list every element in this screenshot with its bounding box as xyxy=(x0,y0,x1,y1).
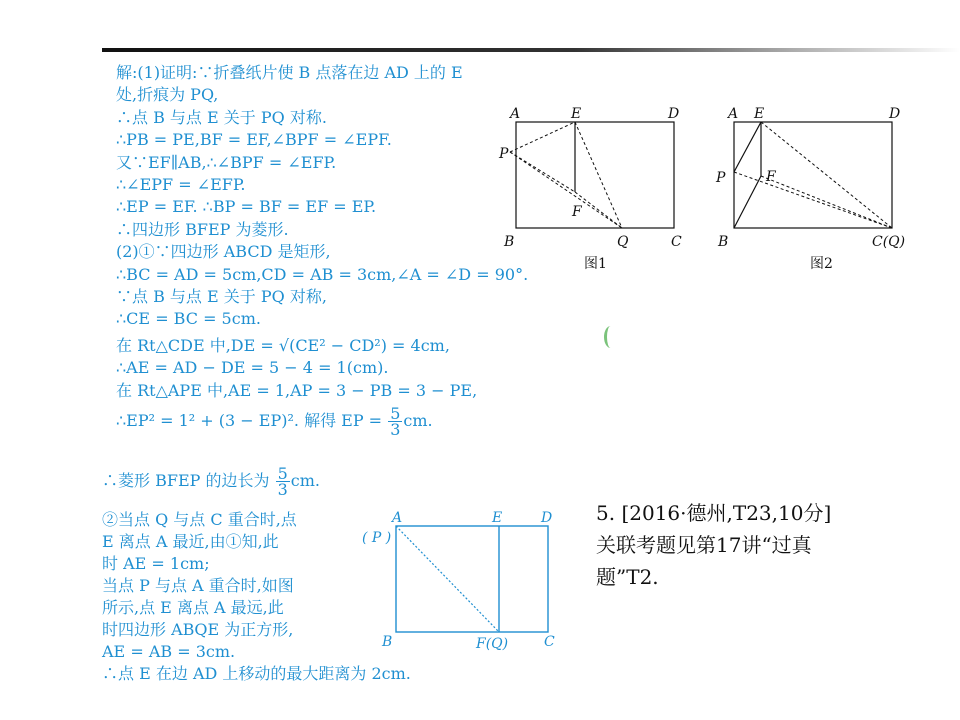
label-P: P xyxy=(716,170,726,186)
problem-line: 关联考题见第17讲“过真 xyxy=(596,533,812,557)
label-A: A xyxy=(392,510,403,526)
solution-line: ∴点 B 与点 E 关于 PQ 对称. xyxy=(116,107,327,127)
figure-caption: 图1 xyxy=(584,256,607,272)
solution-line: ∴∠EPF = ∠EFP. xyxy=(116,175,246,195)
solution-line: 处,折痕为 PQ, xyxy=(116,85,219,105)
label-FQ: F(Q) xyxy=(476,636,509,652)
solution-line: ∴四边形 BFEP 为菱形. xyxy=(116,219,289,239)
label-B: B xyxy=(382,634,393,650)
solution-line: 所示,点 E 离点 A 最远,此 xyxy=(102,598,284,617)
label-Q: Q xyxy=(617,234,629,250)
label-C: C xyxy=(671,234,682,250)
figure-caption: 图2 xyxy=(810,256,833,272)
problem-reference xyxy=(596,497,956,593)
label-A: A xyxy=(728,106,739,122)
solution-line: ∴BC = AD = 5cm,CD = AB = 3cm,∠A = ∠D = 90°. xyxy=(116,264,529,284)
fraction: $\frac{5}{3}$ xyxy=(390,404,401,440)
label-P: P xyxy=(499,146,509,162)
label-E: E xyxy=(754,106,765,122)
label-P: ( P ) xyxy=(362,530,392,546)
solution-part1 xyxy=(116,62,556,440)
label-B: B xyxy=(718,234,729,250)
label-D: D xyxy=(541,510,553,526)
solution-line: 当点 P 与点 A 重合时,如图 xyxy=(102,576,294,595)
solution-line: ∵点 B 与点 E 关于 PQ 对称, xyxy=(116,287,327,307)
solution-line: ②当点 Q 与点 C 重合时,点 xyxy=(102,510,297,529)
solution-line: 在 Rt△APE 中,AE = 1,AP = 3 − PB = 3 − PE, xyxy=(116,380,478,400)
solution-line: ∴AE = AD − DE = 5 − 4 = 1(cm). xyxy=(116,358,389,378)
problem-line: 题”T2. xyxy=(596,565,659,589)
decorative-mark xyxy=(604,326,617,348)
solution-line: AE = AB = 3cm. xyxy=(102,642,236,661)
label-D: D xyxy=(668,106,680,122)
solution-line: ∴EP = EF. ∴BP = BF = EF = EP. xyxy=(116,197,377,217)
solution-line: 又∵EF∥AB,∴∠BPF = ∠EFP. xyxy=(116,152,337,172)
solution-ep-line: ∴EP² = 1² + (3 − EP)². 解得 EP = $\frac{5}{3}$ cm. xyxy=(116,404,433,440)
label-C: C xyxy=(544,634,555,650)
label-F: F xyxy=(572,204,582,220)
header-rule xyxy=(102,48,960,52)
solution-line: 时四边形 ABQE 为正方形, xyxy=(102,620,294,639)
label-E: E xyxy=(571,106,582,122)
fraction: $\frac{5}{3}$ xyxy=(277,464,288,499)
solution-line: ∴CE = BC = 5cm. xyxy=(116,309,261,329)
solution-line: E 离点 A 最近,由①知,此 xyxy=(102,532,279,551)
label-B: B xyxy=(504,234,515,250)
solution-line: 解:(1)证明:∵折叠纸片使 B 点落在边 AD 上的 E xyxy=(116,63,463,82)
rhombus-side-line: ∴菱形 BFEP 的边长为 $\frac{5}{3}$ cm. xyxy=(102,464,320,499)
label-CQ: C(Q) xyxy=(872,234,906,250)
solution-line: 在 Rt△CDE 中,DE = √(CE² − CD²) = 4cm, xyxy=(116,335,450,355)
solution-line: (2)①∵四边形 ABCD 是矩形, xyxy=(116,242,331,262)
label-F: F xyxy=(766,169,776,185)
solution-line: ∴点 E 在边 AD 上移动的最大距离为 2cm. xyxy=(102,664,411,683)
label-E: E xyxy=(492,510,503,526)
problem-line: 5. [2016·德州,T23,10分] xyxy=(596,501,832,525)
label-A: A xyxy=(510,106,521,122)
solution-line: 时 AE = 1cm; xyxy=(102,554,210,573)
label-D: D xyxy=(889,106,901,122)
solution-line: ∴PB = PE,BF = EF,∠BPF = ∠EPF. xyxy=(116,130,392,150)
